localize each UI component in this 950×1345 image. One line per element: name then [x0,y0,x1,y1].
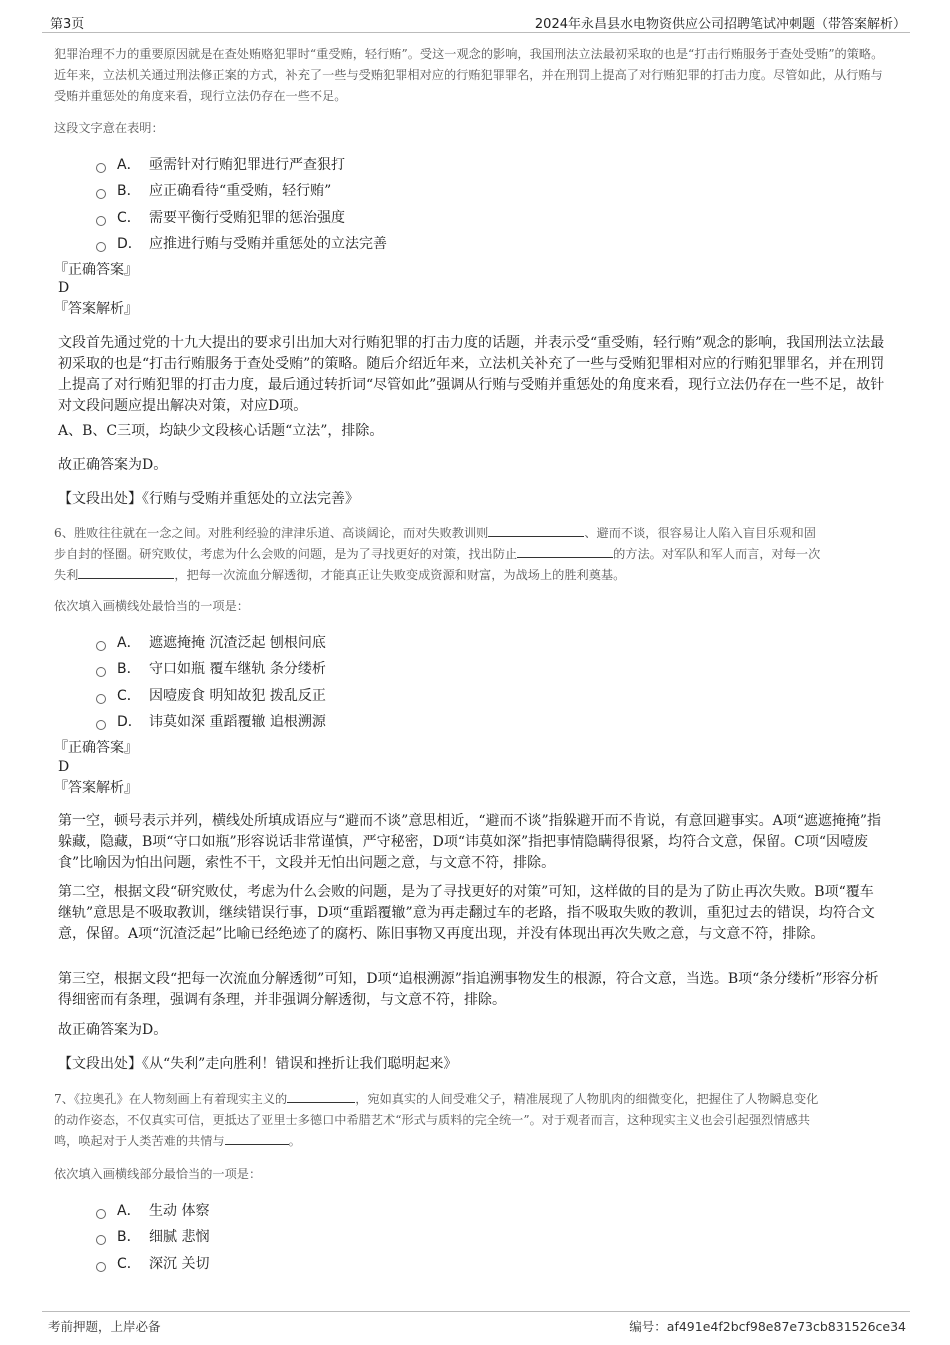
page-number: 第3页 [50,17,85,32]
radio-icon[interactable] [96,641,106,651]
document-code: 编号：af491e4f2bcf98e87e73cb831526ce34 [629,1319,906,1334]
q7-stem: 7、《拉奥孔》在人物刻画上有着现实主义的 ，宛如真实的人间受难父子，精准展现了人物肌肉的细微变化，把握住了人物瞬息变化 的动作姿态，不仅真实可信，更抵达了亚里士多德口中希腊艺术“形式与质料的完全统一”。对于观者而言，这种现实主义也会引起强烈情感共 鸣，唤起对于人类苦难的共情与 。 [54,1089,894,1152]
q5-option-a[interactable]: A． 亟需针对行贿犯罪进行严查狠打 [96,151,696,177]
radio-icon[interactable] [96,163,106,173]
radio-icon[interactable] [96,216,106,226]
q7-option-a[interactable]: A． 生动 体察 [96,1197,696,1223]
radio-icon[interactable] [96,1209,106,1219]
q6-option-b[interactable]: B． 守口如瓶 覆车继轨 条分缕析 [96,655,696,681]
q5-options [96,151,696,256]
radio-icon[interactable] [96,667,106,677]
q7-options [96,1197,696,1276]
q5-answer: D [58,280,70,296]
document-title: 2024年永昌县水电物资供应公司招聘笔试冲刺题（带答案解析） [534,17,906,32]
q6-source: 【文段出处】《从“失利”走向胜利！错误和挫折让我们聪明起来》 [58,1056,458,1072]
radio-icon[interactable] [96,1262,106,1272]
q7-option-b[interactable]: B． 细腻 悲悯 [96,1223,696,1249]
q6-analysis-paragraph: 第二空，根据文段“研究败仗，考虑为什么会败的问题，是为了寻找更好的对策”可知，这样做的目的是为了防止再次失败。B项“覆车继轨”意思是不吸取教训，继续错误行事，D项“重蹈覆辙”意为再走翻过车的老路，指不吸取失败的教训，重犯过去的错误，均符合文意，保留。A项“沉渣泛起”比喻已经绝迹了的腐朽、陈旧事物又再度出现，并没有体现出再次失败之意，与文意不符，排除。 [58,884,875,942]
q6-option-d[interactable]: D． 讳莫如深 重蹈覆辙 追根溯源 [96,708,696,734]
radio-icon[interactable] [96,720,106,730]
q6-answer: D [58,759,70,775]
fill-blank [225,1131,289,1145]
fill-blank [488,523,584,537]
radio-icon[interactable] [96,694,106,704]
q7-option-c[interactable]: C． 深沉 关切 [96,1250,696,1276]
radio-icon[interactable] [96,1235,106,1245]
q5-analysis-paragraph: 文段首先通过党的十九大提出的要求引出加大对行贿犯罪的打击力度的话题，并表示受“重受贿，轻行贿”观念的影响，我国刑法立法最初采取的也是“打击行贿服务于查处受贿”的策略。随后介绍近年来，立法机关补充了一些与受贿犯罪相对应的行贿犯罪罪名，并在刑罚上提高了对行贿犯罪的打击力度，最后通过转折词“尽管如此”强调从行贿与受贿并重惩处的角度来看，现行立法仍存在一些不足，故针对文段问题应提出解决对策，对应D项。 [58,335,885,414]
q6-analysis-paragraph: 故正确答案为D。 [58,1022,168,1038]
radio-icon[interactable] [96,189,106,199]
q5-question: 这段文字意在表明： [54,121,164,135]
fill-blank [78,565,174,579]
q5-option-b[interactable]: B． 应正确看待“重受贿，轻行贿” [96,177,696,203]
q5-analysis-label: 『答案解析』 [54,301,138,317]
fill-blank [287,1089,355,1103]
q5-option-d[interactable]: D． 应推进行贿与受贿并重惩处的立法完善 [96,230,696,256]
radio-icon[interactable] [96,242,106,252]
q6-options [96,629,696,734]
q6-stem: 6、胜败往往就在一念之间。对胜利经验的津津乐道、高谈阔论，而对失败教训则 、避而不谈，很容易让人陷入盲目乐观和固 步自封的怪圈。研究败仗，考虑为什么会败的问题，是为了寻找更好的对策，找出防止 的方法。对军队和军人而言，对每一次 失利 ，把每一次流血分解透彻，才能真正让失败变成资源和财富，为战场上的胜利奠基。 [54,523,894,586]
q6-answer-label: 『正确答案』 [54,740,138,756]
q6-analysis-paragraph: 第三空，根据文段“把每一次流血分解透彻”可知，D项“追根溯源”指追溯事物发生的根源，符合文意，当选。B项“条分缕析”形容分析得细密而有条理，强调有条理，并非强调分解透彻，与文意不符，排除。 [58,971,879,1008]
q5-passage: 犯罪治理不力的重要原因就是在查处贿赂犯罪时“重受贿，轻行贿”。受这一观念的影响，我国刑法立法最初采取的也是“打击行贿服务于查处受贿”的策略。近年来，立法机关通过刑法修正案的方式，补充了一些与受贿犯罪相对应的行贿犯罪罪名，并在刑罚上提高了对行贿犯罪的打击力度。尽管如此，从行贿与受贿并重惩处的角度来看，现行立法仍存在一些不足。 [54,47,884,103]
q7-question: 依次填入画横线部分最恰当的一项是： [54,1167,262,1181]
q6-question: 依次填入画横线处最恰当的一项是： [54,599,249,613]
fill-blank [517,544,613,558]
q6-option-c[interactable]: C． 因噎废食 明知故犯 拨乱反正 [96,682,696,708]
footer-slogan: 考前押题，上岸必备 [48,1319,161,1334]
q5-analysis-paragraph: A、B、C三项，均缺少文段核心话题“立法”，排除。 [58,423,384,439]
page-footer [42,1311,910,1338]
q5-option-c[interactable]: C． 需要平衡行受贿犯罪的惩治强度 [96,204,696,230]
q6-analysis-paragraph: 第一空，顿号表示并列，横线处所填成语应与“避而不谈”意思相近，“避而不谈”指躲避开而不肯说，有意回避事实。A项“遮遮掩掩”指躲藏，隐藏，B项“守口如瓶”形容说话非常谨慎，严守秘密，D项“讳莫如深”指把事情隐瞒得很紧，均符合文意，保留。C项“因噎废食”比喻因为怕出问题，索性不干，文段并无怕出问题之意，与文意不符，排除。 [58,813,882,871]
q5-source: 【文段出处】《行贿与受贿并重惩处的立法完善》 [58,491,359,507]
q5-answer-label: 『正确答案』 [54,262,138,278]
q6-analysis-label: 『答案解析』 [54,780,138,796]
page-header [42,10,910,33]
q6-option-a[interactable]: A． 遮遮掩掩 沉渣泛起 刨根问底 [96,629,696,655]
q5-analysis-paragraph: 故正确答案为D。 [58,457,168,473]
